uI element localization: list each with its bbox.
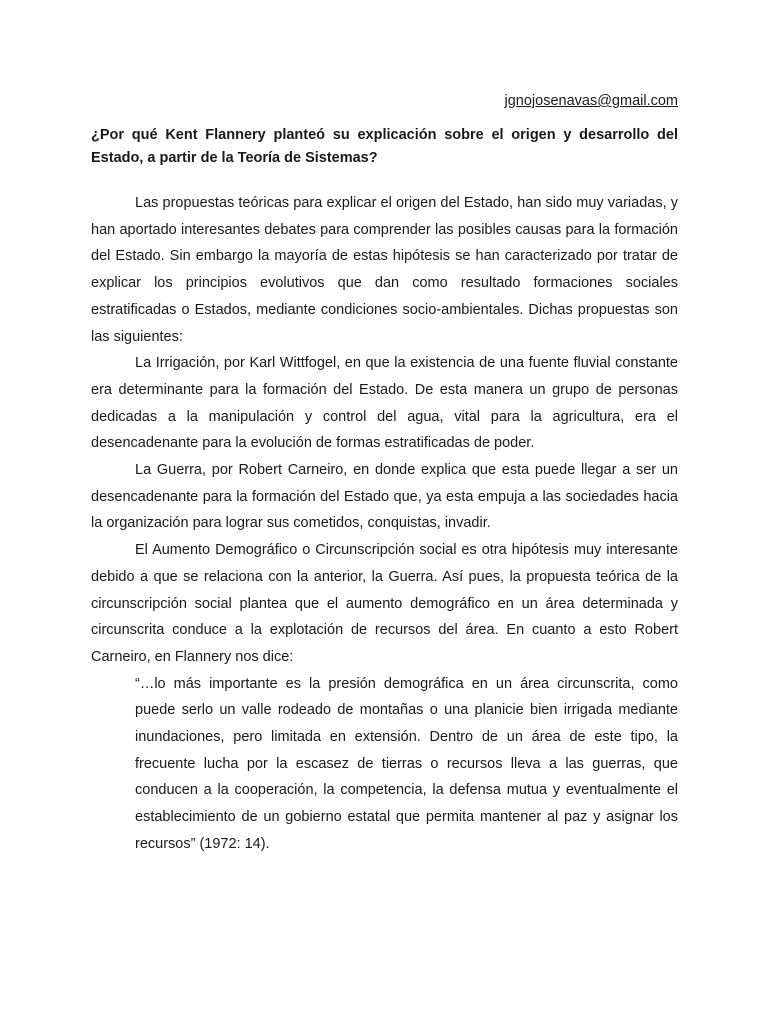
- document-title: ¿Por qué Kent Flannery planteó su explicación sobre el origen y desarrollo del Estado, a partir de la Teoría de Sistemas?: [91, 127, 678, 166]
- paragraph-demographic: El Aumento Demográfico o Circunscripción social es otra hipótesis muy interesante debido a que se relaciona con la anterior, la Guerra. Así pues, la propuesta teórica de la circunscripción social plantea que el aumento demográfico en un área determinada y circunscrita conduce a la explotación de recursos del área. En cuanto a esto Robert Carneiro, en Flannery nos dice:: [91, 542, 678, 665]
- document-body: [91, 124, 678, 858]
- paragraph-intro: Las propuestas teóricas para explicar el origen del Estado, han sido muy variadas, y han aportado interesantes debates para comprender las posibles causas para la formación del Estado. Sin embargo la mayoría de estas hipótesis se han caracterizado por tratar de explicar los principios evolutivos que dan como resultado formaciones sociales estratificadas o Estados, mediante condiciones socio-ambientales. Dichas propuestas son las siguientes:: [91, 195, 678, 345]
- block-quote: “…lo más importante es la presión demográfica en un área circunscrita, como puede serlo un valle rodeado de montañas o una planicie bien irrigada mediante inundaciones, pero limitada en extensión. Dentro de un área de este tipo, la frecuente lucha por la escasez de tierras o recursos lleva a las guerras, que conducen a la cooperación, la competencia, la defensa mutua y eventualmente el establecimiento de un gobierno estatal que permita mantener al paz y asignar los recursos” (1972: 14).: [135, 675, 678, 852]
- paragraph-war: La Guerra, por Robert Carneiro, en donde explica que esta puede llegar a ser un desencadenante para la formación del Estado que, ya esta empuja a las sociedades hacia la organización para lograr sus cometidos, conquistas, invadir.: [91, 462, 678, 532]
- author-email[interactable]: jgnojosenavas@gmail.com: [504, 93, 678, 109]
- paragraph-irrigation: La Irrigación, por Karl Wittfogel, en que la existencia de una fuente fluvial constante era determinante para la formación del Estado. De esta manera un grupo de personas dedicadas a la manipulación y control del agua, vital para la agricultura, era el desencadenante para la evolución de formas estratificadas de poder.: [91, 355, 678, 452]
